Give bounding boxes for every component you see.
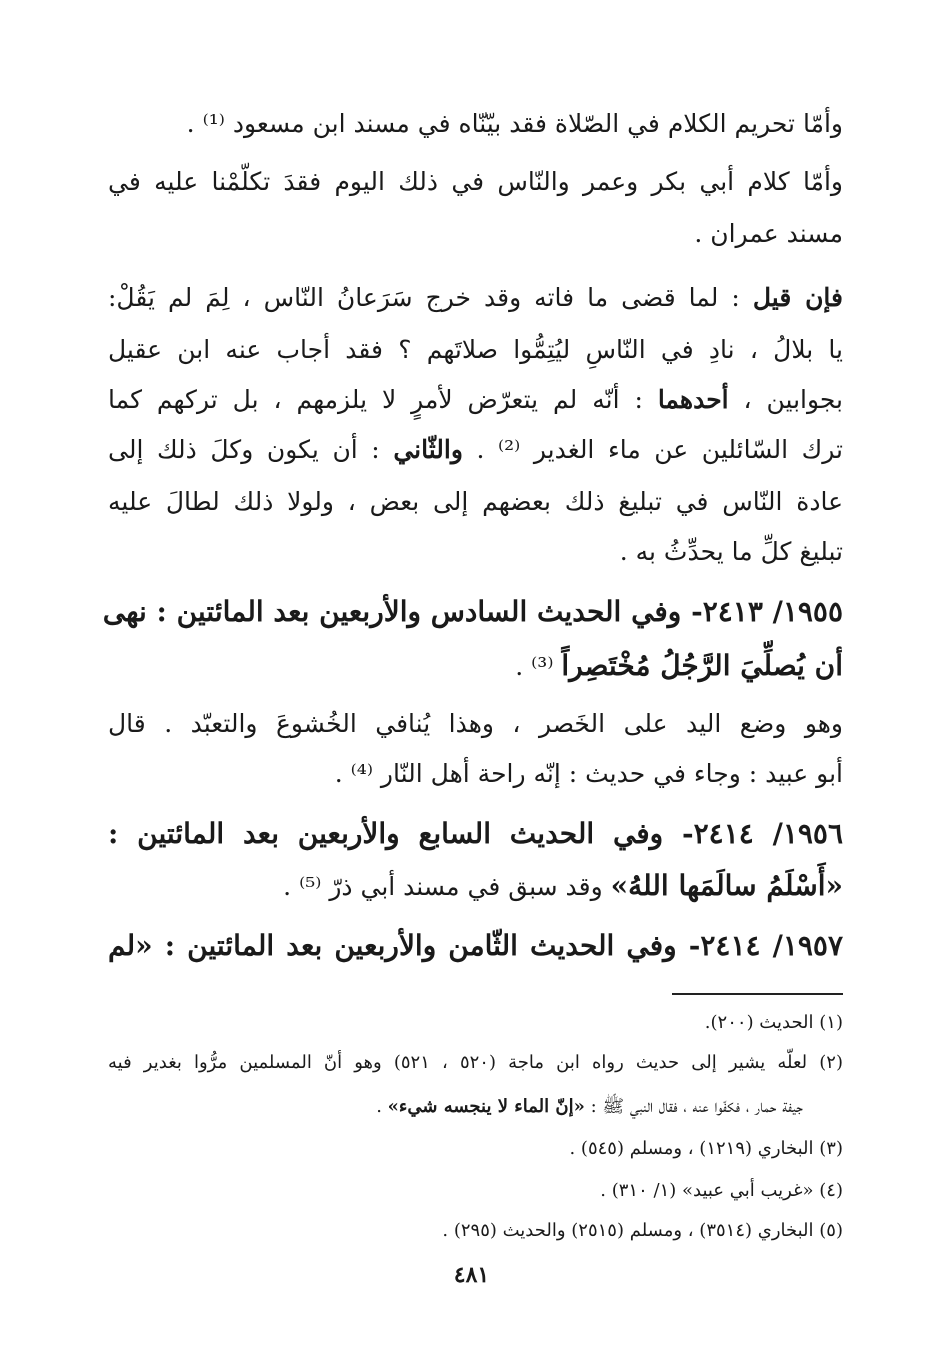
body-line-7 (108, 428, 843, 472)
body-line-6 (108, 378, 843, 422)
footnote-separator (672, 993, 843, 995)
hadith-heading-1956: ١٩٥٦/ ٢٤١٤- وفي الحديث السابع والأربعين بعد المائتين : (108, 817, 843, 850)
body-line-6-a: بجوابين ، (728, 385, 844, 414)
hadith-text-1956: «أَسْلَمُ سالَمَها اللهُ» (610, 869, 843, 902)
body-line-10: وهو وضع اليد على الخَصر ، وهذا يُنافي الخُشوعَ والتعبّد . قال (108, 709, 843, 738)
hadith-heading-1956-line-2 (108, 864, 843, 908)
body-line-11: أبو عبيد : وجاء في حديث : إنّه راحة أهل النّار ⁽⁴⁾ . (334, 759, 843, 788)
body-line-7-a: ترك السّائلين عن ماء الغدير ⁽²⁾ . (462, 435, 844, 464)
page-number: ٤٨١ (453, 1262, 490, 1288)
body-line-4 (108, 276, 843, 320)
body-line-4-text: : لما قضى ما فاته وقد خرج سَرَعانُ النّاس ، لِمَ لم يَقُلْ: (108, 283, 753, 312)
body-line-5: يا بلالُ ، نادِ في النّاسِ ليُتِمُّوا صلاتَهم ؟ فقد أجاب عنه ابن عقيل (108, 335, 843, 364)
hadith-1956-rest: وقد سبق في مسند أبي ذرّ ⁽⁵⁾ . (283, 872, 611, 901)
body-line-9: تبليغ كلِّ ما يحدِّثُ به . (619, 537, 843, 566)
hadith-1955-note-ref: ⁽³⁾ . (515, 652, 562, 681)
second-answer-label: والثّاني (393, 435, 463, 464)
hadith-text-1955: أن يُصلِّيَ الرَّجُلُ مُخْتَصِراً (561, 649, 843, 682)
first-answer-label: أحدهما (657, 385, 729, 414)
footnote-2-text: جيفة حمار ، فكفّوا عنه ، فقال النبي ﷺ : (584, 1096, 803, 1117)
footnote-3: (٣) البخاري (١٢١٩) ، ومسلم (٥٤٥) . (569, 1138, 843, 1159)
objection-label: فإن قيل (752, 283, 844, 312)
body-line-2: وأمّا كلام أبي بكر وعمر والنّاس في ذلك اليوم فقدَ تكلّمْنا عليه في (108, 167, 843, 196)
body-line-1: وأمّا تحريم الكلام في الصّلاة فقد بيّنّاه في مسند ابن مسعود ⁽¹⁾ . (186, 109, 843, 138)
body-line-8: عادة النّاس في تبليغ ذلك بعضهم إلى بعض ، ولولا ذلك لطالَ عليه (108, 487, 843, 516)
footnote-2-end: . (376, 1096, 388, 1117)
footnote-4: (٤) «غريب أبي عبيد» (١/ ٣١٠) . (600, 1180, 843, 1201)
footnote-5: (٥) البخاري (٣٥١٤) ، ومسلم (٢٥١٥) والحديث (٢٩٥) . (442, 1220, 843, 1241)
body-line-6-c: : أنّه لم يتعرّض لأمرٍ لا يلزمهم ، بل تركهم كما (108, 385, 658, 414)
footnote-2-quote: «إنّ الماء لا ينجسه شيء» (387, 1096, 585, 1117)
hadith-heading-1957: ١٩٥٧/ ٢٤١٤- وفي الحديث الثّامن والأربعين بعد المائتين : «لم (108, 929, 843, 962)
footnote-2: (٢) لعلّه يشير إلى حديث رواه ابن ماجة (٥٢٠ ، ٥٢١) وهو أنّ المسلمين مرُّوا بغدير فيه (108, 1052, 843, 1073)
body-line-3: مسند عمران . (694, 219, 843, 248)
body-line-7-c: : أن يكون وكلَ ذلك إلى (108, 435, 394, 464)
footnote-1: (١) الحديث (٢٠٠). (704, 1012, 843, 1033)
hadith-heading-1955-line-2 (108, 644, 843, 688)
hadith-heading-1955: ١٩٥٥/ ٢٤١٣- وفي الحديث السادس والأربعين بعد المائتين : نهى (102, 595, 843, 628)
footnote-2-continued (108, 1092, 843, 1122)
